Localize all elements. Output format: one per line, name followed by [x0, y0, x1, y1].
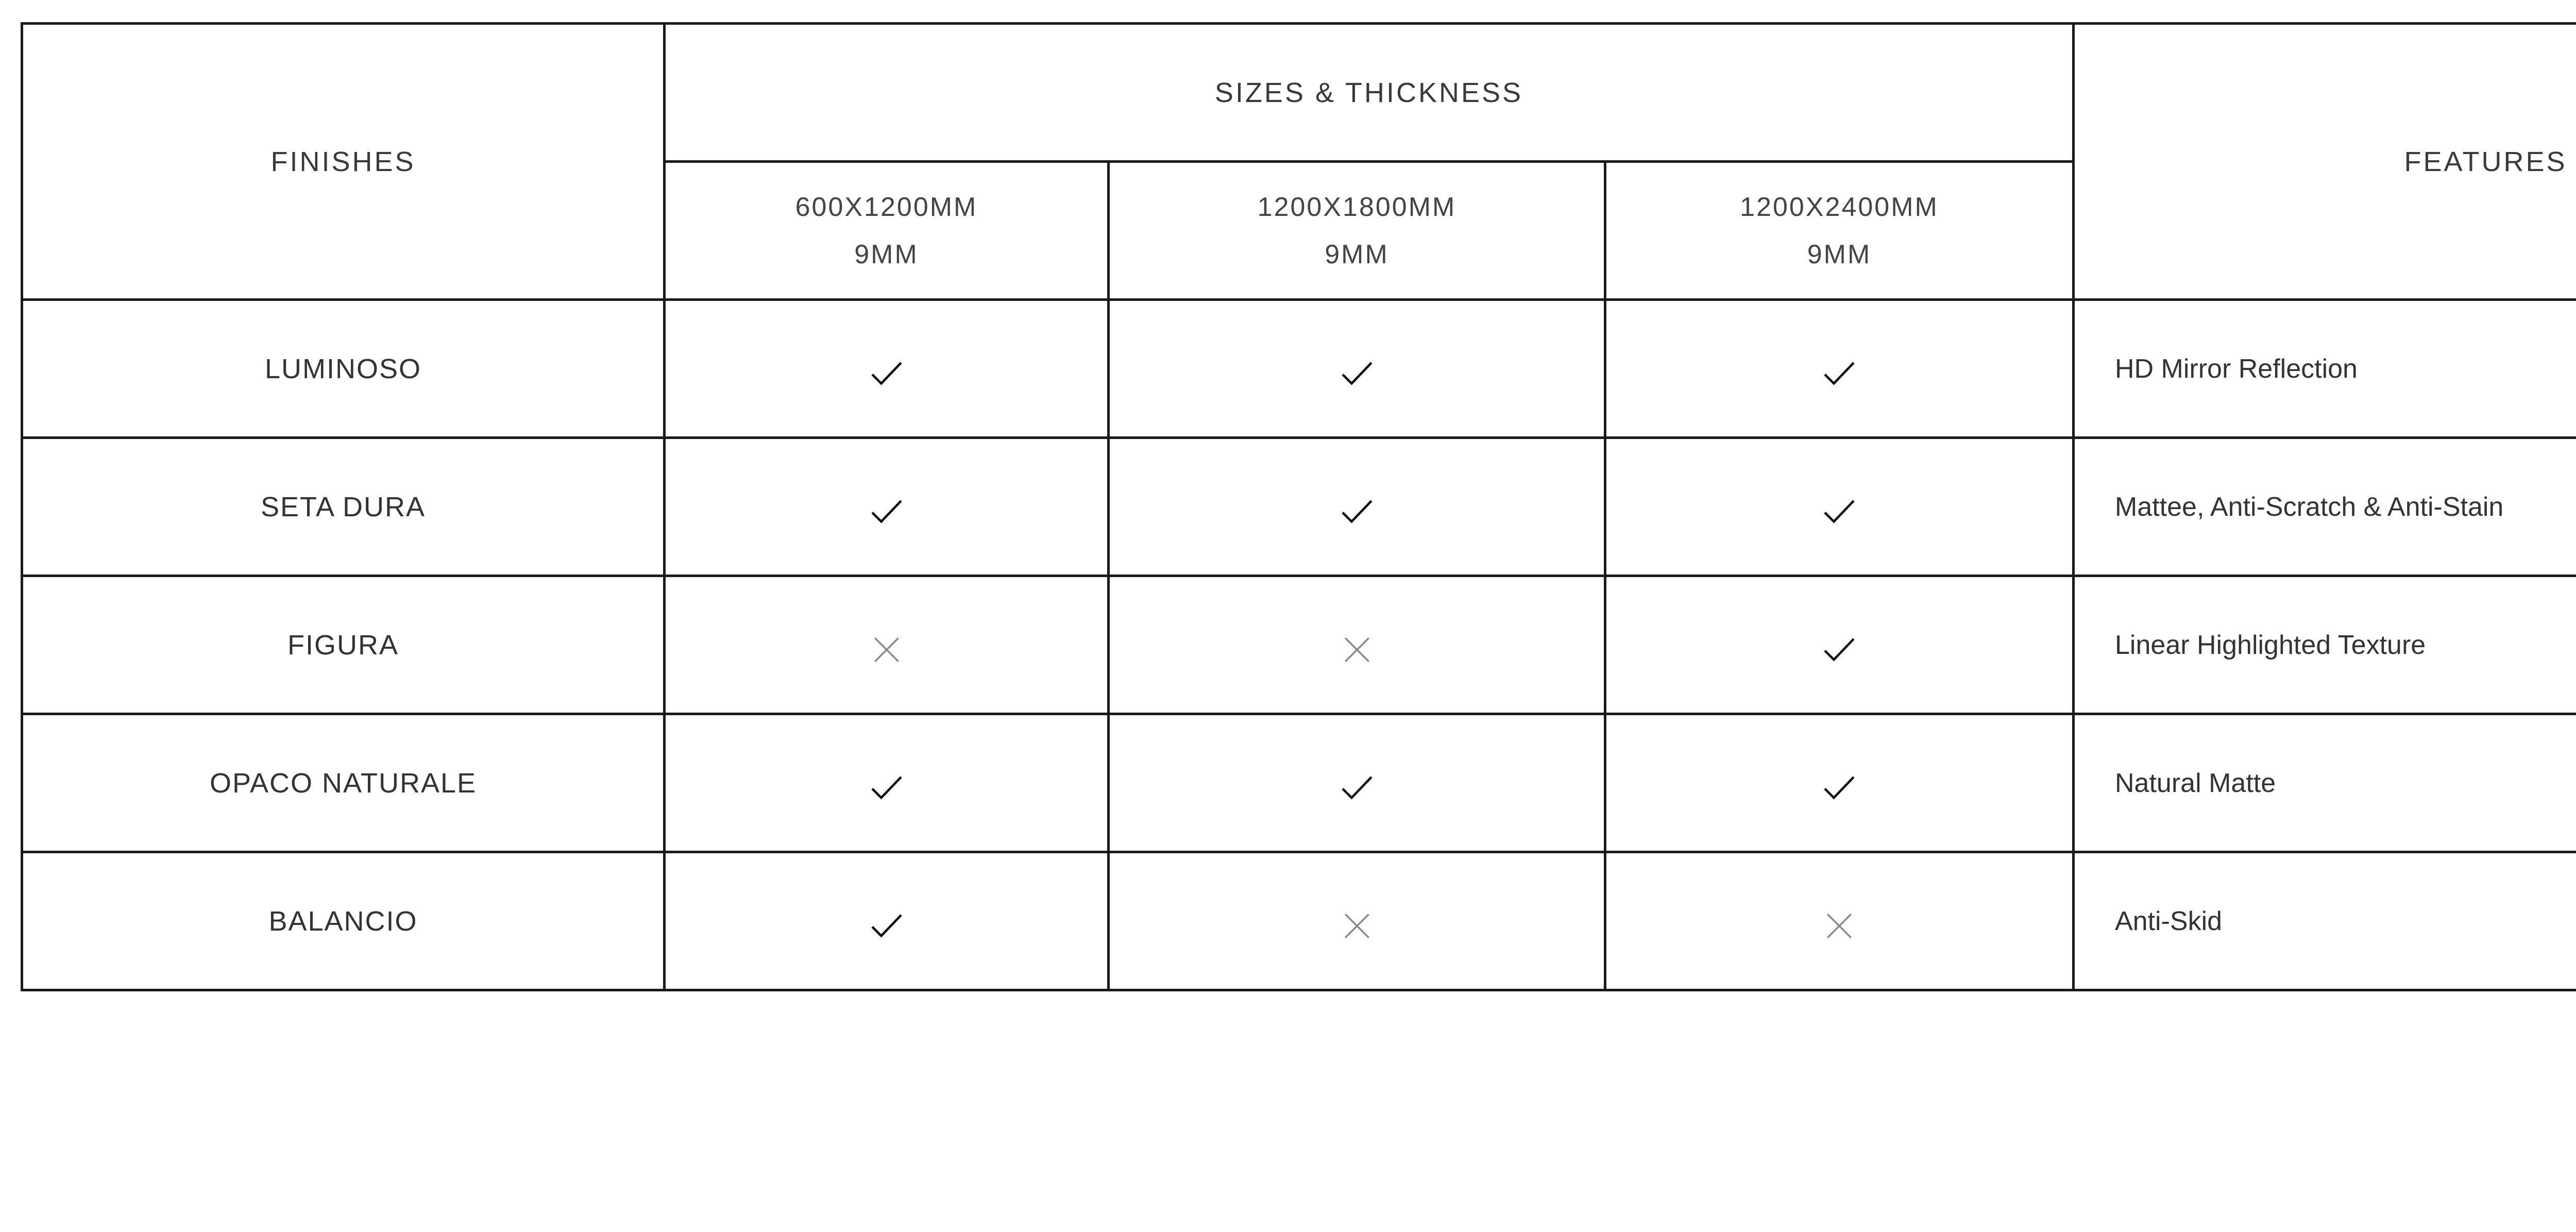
available-cell: [665, 714, 1109, 852]
check-icon: [1821, 356, 1857, 392]
cross-icon: [1821, 908, 1857, 944]
thickness-label: 9MM: [1325, 239, 1389, 269]
finish-name: LUMINOSO: [22, 300, 665, 438]
size-label: 600X1200MM: [795, 192, 978, 222]
cross-icon: [1339, 632, 1375, 668]
size-header-1200x2400: [1605, 162, 2074, 300]
available-cell: [1605, 300, 2074, 438]
table-row: [22, 300, 2576, 438]
available-cell: [665, 852, 1109, 990]
table-row: [22, 576, 2576, 714]
feature-description: Mattee, Anti-Scratch & Anti-Stain: [2074, 438, 2576, 576]
finishes-header: FINISHES: [22, 24, 665, 300]
unavailable-cell: [1109, 576, 1605, 714]
feature-description: Linear Highlighted Texture: [2074, 576, 2576, 714]
cross-icon: [1339, 908, 1375, 944]
check-icon: [869, 908, 905, 944]
check-icon: [869, 770, 905, 806]
finish-name: FIGURA: [22, 576, 665, 714]
size-header-1200x1800: [1109, 162, 1605, 300]
table-row: [22, 852, 2576, 990]
available-cell: [1109, 300, 1605, 438]
available-cell: [1109, 714, 1605, 852]
table-body: [22, 300, 2576, 990]
finish-name: SETA DURA: [22, 438, 665, 576]
available-cell: [1605, 714, 2074, 852]
available-cell: [665, 300, 1109, 438]
available-cell: [665, 438, 1109, 576]
finish-name: BALANCIO: [22, 852, 665, 990]
available-cell: [1605, 438, 2074, 576]
unavailable-cell: [1605, 852, 2074, 990]
thickness-label: 9MM: [1807, 239, 1872, 269]
size-label: 1200X2400MM: [1740, 192, 1939, 222]
header-row: [22, 24, 2576, 162]
spec-table: [21, 22, 2576, 991]
check-icon: [1339, 770, 1375, 806]
features-header: FEATURES: [2074, 24, 2576, 300]
thickness-label: 9MM: [854, 239, 919, 269]
finish-name: OPACO NATURALE: [22, 714, 665, 852]
available-cell: [1605, 576, 2074, 714]
feature-description: HD Mirror Reflection: [2074, 300, 2576, 438]
check-icon: [1821, 770, 1857, 806]
size-header-600x1200: [665, 162, 1109, 300]
unavailable-cell: [665, 576, 1109, 714]
check-icon: [869, 494, 905, 530]
check-icon: [1339, 494, 1375, 530]
sizes-thickness-header: SIZES & THICKNESS: [665, 24, 2074, 162]
size-label: 1200X1800MM: [1257, 192, 1456, 222]
check-icon: [1821, 494, 1857, 530]
feature-description: Natural Matte: [2074, 714, 2576, 852]
unavailable-cell: [1109, 852, 1605, 990]
table-row: [22, 438, 2576, 576]
available-cell: [1109, 438, 1605, 576]
cross-icon: [869, 632, 905, 668]
feature-description: Anti-Skid: [2074, 852, 2576, 990]
check-icon: [869, 356, 905, 392]
table-row: [22, 714, 2576, 852]
check-icon: [1821, 632, 1857, 668]
check-icon: [1339, 356, 1375, 392]
